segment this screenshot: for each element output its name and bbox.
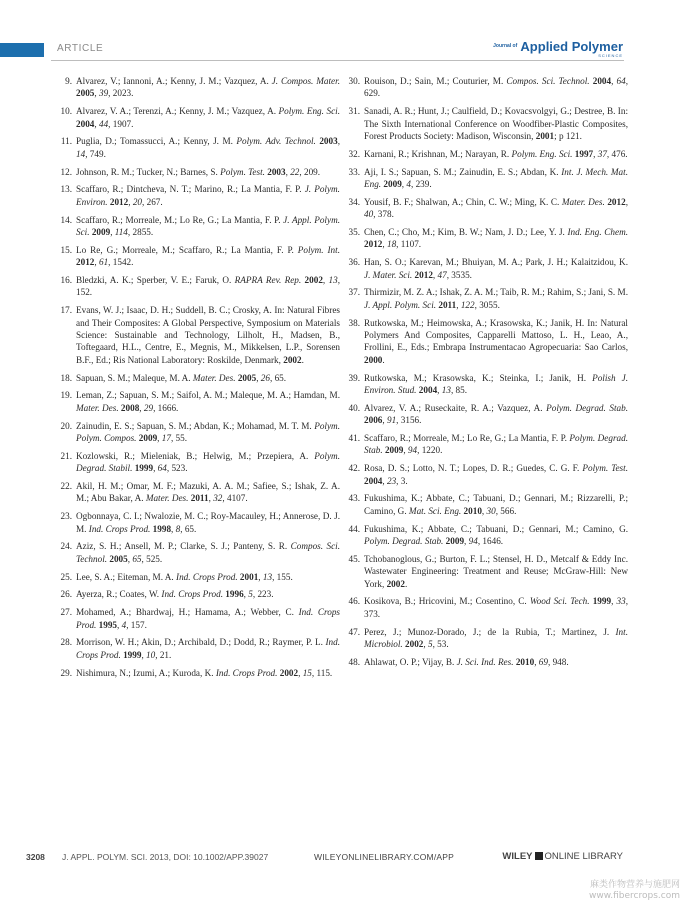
- reference-number: 30.: [348, 76, 360, 86]
- reference-item: [58, 588, 340, 600]
- reference-number: 10.: [60, 106, 72, 117]
- reference-text: Bledzki, A. K.; Sperber, V. E.; Faruk, O. RAPRA Rev. Rep. 2002, 13, 152.: [76, 275, 341, 298]
- reference-item: [346, 317, 628, 367]
- reference-text: Scaffaro, R.; Morreale, M.; Lo Re, G.; La Mantia, F. P. J. Appl. Polym. Sci. 2009, 114, 2855.: [76, 214, 340, 238]
- reference-text: Johnson, R. M.; Tucker, N.; Barnes, S. Polym. Test. 2003, 22, 209.: [76, 166, 321, 177]
- reference-text: Rutkowska, M.; Heimowska, A.; Krasowska, K.; Janik, H. In: Natural Polymers And Composites, Capparelli Mattoso, L. H., Leao, A., Frollini, E., Eds.; Embrapa Instrumentacao Agropecuaria: Sao Carlos, 2000.: [364, 317, 628, 365]
- references-left-column: [58, 75, 340, 684]
- reference-number: 11.: [60, 136, 72, 147]
- reference-number: 27.: [60, 607, 72, 618]
- reference-text: Nishimura, N.; Izumi, A.; Kuroda, K. Ind. Crops Prod. 2002, 15, 115.: [76, 667, 333, 678]
- reference-number: 48.: [348, 656, 360, 667]
- reference-text: Ogbonnaya, C. I.; Nwalozie, M. C.; Roy-Macauley, H.; Annerose, D. J. M. Ind. Crops Prod. 1998, 8, 65.: [76, 511, 340, 534]
- reference-number: 38.: [348, 317, 360, 328]
- reference-number: 12.: [60, 166, 72, 177]
- reference-number: 35.: [348, 227, 360, 238]
- reference-item: [58, 214, 340, 239]
- reference-text: Fukushima, K.; Abbate, C.; Tabuani, D.; Gennari, M.; Rizzarelli, P.; Camino, G. Mat. Sci. Eng. 2010, 30, 566.: [364, 493, 628, 516]
- reference-number: 9.: [65, 76, 72, 86]
- watermark: [589, 880, 680, 902]
- reference-item: [346, 75, 628, 100]
- reference-number: 43.: [348, 493, 360, 504]
- reference-text: Aziz, S. H.; Ansell, M. P.; Clarke, S. J.; Panteny, S. R. Compos. Sci. Technol. 2005, 65, 525.: [76, 541, 340, 564]
- reference-number: 33.: [348, 166, 360, 177]
- reference-number: 41.: [348, 433, 360, 444]
- reference-text: Alvarez, V. A.; Ruseckaite, R. A.; Vazquez, A. Polym. Degrad. Stab. 2006, 91, 3156.: [364, 402, 628, 426]
- reference-text: Fukushima, K.; Abbate, C.; Tabuani, D.; Gennari, M.; Camino, G. Polym. Degrad. Stab. 2009, 94, 1646.: [364, 523, 628, 547]
- reference-number: 23.: [60, 511, 72, 522]
- reference-item: [58, 389, 340, 414]
- reference-number: 42.: [348, 463, 360, 474]
- reference-number: 32.: [348, 148, 360, 159]
- page-number: 3208: [26, 852, 45, 862]
- wiley-square-icon: [535, 852, 543, 860]
- reference-text: Rutkowska, M.; Krasowska, K.; Steinka, I.; Janik, H. Polish J. Environ. Stud. 2004, 13, 85.: [364, 372, 629, 396]
- reference-item: [58, 420, 340, 445]
- reference-number: 17.: [60, 305, 72, 316]
- journal-logo-prefix: Journal of: [493, 43, 518, 49]
- reference-number: 16.: [60, 275, 72, 286]
- journal-website-link[interactable]: WILEYONLINELIBRARY.COM/APP: [314, 852, 454, 862]
- reference-text: Lo Re, G.; Morreale, M.; Scaffaro, R.; La Mantia, F. P. Polym. Int. 2012, 61, 1542.: [76, 244, 340, 268]
- reference-item: [346, 166, 628, 191]
- reference-item: [58, 540, 340, 565]
- reference-text: Aji, I. S.; Sapuan, S. M.; Zainudin, E. S.; Abdan, K. Int. J. Mech. Mat. Eng. 2009, 4, 239.: [364, 166, 628, 190]
- header-divider: [51, 60, 624, 61]
- reference-item: [58, 183, 340, 208]
- wiley-library-text: ONLINE LIBRARY: [544, 851, 623, 862]
- reference-number: 13.: [60, 184, 72, 195]
- reference-number: 19.: [60, 390, 72, 401]
- reference-item: [346, 523, 628, 548]
- reference-item: [58, 274, 340, 299]
- reference-item: [346, 196, 628, 221]
- reference-number: 15.: [60, 244, 72, 255]
- reference-item: [346, 432, 628, 457]
- reference-text: Perez, J.; Munoz-Dorado, J.; de la Rubia, T.; Martinez, J. Int. Microbiol. 2002, 5, 53.: [364, 626, 628, 650]
- reference-number: 44.: [348, 523, 360, 534]
- reference-text: Kosikova, B.; Hricovini, M.; Cosentino, C. Wood Sci. Tech. 1999, 33, 373.: [364, 596, 628, 619]
- reference-number: 37.: [348, 287, 360, 298]
- reference-number: 25.: [60, 571, 72, 582]
- reference-text: Alvarez, V.; Iannoni, A.; Kenny, J. M.; Vazquez, A. J. Compos. Mater. 2005, 39, 2023.: [76, 76, 340, 99]
- reference-text: Rouison, D.; Sain, M.; Couturier, M. Compos. Sci. Technol. 2004, 64, 629.: [364, 76, 629, 99]
- reference-text: Leman, Z.; Sapuan, S. M.; Saifol, A. M.; Maleque, M. A.; Hamdan, M. Mater. Des. 2008, 29, 1666.: [76, 390, 340, 413]
- reference-number: 36.: [348, 257, 360, 268]
- reference-text: Scaffaro, R.; Dintcheva, N. T.; Marino, R.; La Mantia, F. P. J. Polym. Environ. 2012, 20, 267.: [76, 184, 340, 207]
- reference-item: [58, 372, 340, 384]
- reference-text: Kozlowski, R.; Mieleniak, B.; Helwig, M.; Przepiera, A. Polym. Degrad. Stabil. 1999, 64, 523.: [76, 450, 340, 474]
- reference-text: Puglia, D.; Tomassucci, A.; Kenny, J. M. Polym. Adv. Technol. 2003, 14, 749.: [76, 136, 340, 159]
- journal-citation: J. APPL. POLYM. SCI. 2013, DOI: 10.1002/APP.39027: [62, 852, 269, 862]
- reference-item: [58, 606, 340, 631]
- journal-logo-subtitle: SCIENCE: [598, 53, 623, 58]
- reference-item: [346, 595, 628, 620]
- reference-item: [346, 286, 628, 311]
- wiley-online-library-logo: [502, 851, 623, 862]
- reference-number: 47.: [348, 626, 360, 637]
- reference-number: 26.: [60, 589, 72, 600]
- reference-number: 29.: [60, 667, 72, 678]
- reference-number: 21.: [60, 450, 72, 461]
- reference-item: [346, 256, 628, 281]
- reference-text: Ayerza, R.; Coates, W. Ind. Crops Prod. 1996, 5, 223.: [76, 589, 274, 600]
- reference-item: [58, 75, 340, 100]
- journal-logo: [493, 40, 623, 58]
- reference-item: [58, 304, 340, 366]
- reference-item: [58, 244, 340, 269]
- reference-item: [346, 492, 628, 517]
- journal-logo-title: $^{Journal of}$ Applied Polymer: [493, 39, 623, 54]
- reference-item: [58, 510, 340, 535]
- reference-text: Lee, S. A.; Eiteman, M. A. Ind. Crops Prod. 2001, 13, 155.: [76, 571, 293, 582]
- reference-text: Sanadi, A. R.; Hunt, J.; Caulfield, D.; Kovacsvolgyi, G.; Destree, B. In: The Sixth International Conference on Woodfiber-Plastic Composites, Forest Products Society: Madison, Wisconsin, 2001; p 121.: [364, 106, 628, 142]
- reference-item: [58, 480, 340, 505]
- reference-text: Scaffaro, R.; Morreale, M.; Lo Re, G.; La Mantia, F. P. Polym. Degrad. Stab. 2009, 94, 1220.: [364, 433, 629, 456]
- reference-item: [58, 166, 340, 178]
- reference-number: 34.: [348, 196, 360, 207]
- reference-item: [346, 148, 628, 160]
- reference-item: [346, 656, 628, 668]
- reference-number: 24.: [60, 541, 72, 552]
- reference-number: 40.: [348, 402, 360, 413]
- reference-text: Chen, C.; Cho, M.; Kim, B. W.; Nam, J. D.; Lee, Y. J. Ind. Eng. Chem. 2012, 18, 1107.: [364, 227, 628, 250]
- reference-number: 14.: [60, 214, 72, 225]
- reference-number: 45.: [348, 553, 360, 564]
- reference-text: Evans, W. J.; Isaac, D. H.; Suddell, B. C.; Crosky, A. In: Natural Fibres and Their Composites: A Global Perspective, Symposium on Materials Science: Sustainable and Technology, Lilholt, H., Madsen, B., Toftegaard, H.L., Centre, E., Megnis, M., Mikkelsen, L.P., Sorensen B.F., Ed.; Ris National Laboratory: Roskilde, Denmark, 2002.: [76, 305, 340, 365]
- reference-text: Akil, H. M.; Omar, M. F.; Mazuki, A. A. M.; Safiee, S.; Ishak, Z. A. M.; Abu Bakar, A. Mater. Des. 2011, 32, 4107.: [76, 481, 340, 504]
- reference-number: 20.: [60, 420, 72, 431]
- reference-number: 31.: [348, 106, 360, 117]
- reference-text: Mohamed, A.; Bhardwaj, H.; Hamama, A.; Webber, C. Ind. Crops Prod. 1995, 4, 157.: [76, 607, 340, 630]
- reference-item: [58, 636, 340, 661]
- reference-text: Yousif, B. F.; Shalwan, A.; Chin, C. W.; Ming, K. C. Mater. Des. 2012, 40, 378.: [364, 196, 628, 220]
- reference-item: [58, 450, 340, 475]
- reference-text: Han, S. O.; Karevan, M.; Bhuiyan, M. A.; Park, J. H.; Kalaitzidou, K. J. Mater. Sci. 2012, 47, 3535.: [364, 257, 628, 280]
- reference-text: Rosa, D. S.; Lotto, N. T.; Lopes, D. R.; Guedes, C. G. F. Polym. Test. 2004, 23, 3.: [364, 463, 628, 486]
- reference-text: Alvarez, V. A.; Terenzi, A.; Kenny, J. M.; Vazquez, A. Polym. Eng. Sci. 2004, 44, 1907.: [76, 106, 341, 129]
- wiley-brand: WILEY: [502, 851, 533, 862]
- reference-item: [346, 372, 628, 397]
- reference-item: [346, 402, 628, 427]
- reference-number: 39.: [348, 372, 360, 383]
- reference-text: Tchobanoglous, G.; Burton, F. L.; Stensel, H. D., Metcalf & Eddy Inc. Wastewater Engineering: Treatment and Reuse; McGraw-Hill: New York, 2002.: [364, 553, 628, 589]
- reference-item: [346, 462, 628, 487]
- reference-item: [58, 571, 340, 583]
- references-right-column: [346, 75, 628, 674]
- reference-text: Zainudin, E. S.; Sapuan, S. M.; Abdan, K.; Mohamad, M. T. M. Polym. Polym. Compos. 2009, 17, 55.: [76, 420, 340, 444]
- reference-number: 22.: [60, 481, 72, 492]
- watermark-line-1: 麻类作物营养与施肥网: [589, 880, 680, 890]
- reference-text: Karnani, R.; Krishnan, M.; Narayan, R. Polym. Eng. Sci. 1997, 37, 476.: [364, 148, 628, 159]
- reference-text: Ahlawat, O. P.; Vijay, B. J. Sci. Ind. Res. 2010, 69, 948.: [364, 656, 569, 667]
- reference-item: [58, 135, 340, 160]
- reference-text: Morrison, W. H.; Akin, D.; Archibald, D.; Dodd, R.; Raymer, P. L. Ind. Crops Prod. 1999, 10, 21.: [76, 637, 340, 660]
- reference-item: [346, 105, 628, 142]
- reference-item: [346, 553, 628, 590]
- header-accent-bar: [0, 43, 44, 57]
- reference-item: [346, 226, 628, 251]
- reference-text: Sapuan, S. M.; Maleque, M. A. Mater. Des. 2005, 26, 65.: [76, 372, 287, 383]
- reference-item: [346, 626, 628, 651]
- section-label: ARTICLE: [57, 43, 104, 54]
- reference-number: 28.: [60, 637, 72, 648]
- reference-item: [58, 667, 340, 679]
- reference-text: Thirmizir, M. Z. A.; Ishak, Z. A. M.; Taib, R. M.; Rahim, S.; Jani, S. M. J. Appl. Polym. Sci. 2011, 122, 3055.: [364, 287, 628, 310]
- reference-number: 46.: [348, 596, 360, 607]
- page-footer: [26, 852, 623, 866]
- reference-number: 18.: [60, 372, 72, 383]
- reference-item: [58, 105, 340, 130]
- watermark-line-2: www.fibercrops.com: [589, 891, 680, 901]
